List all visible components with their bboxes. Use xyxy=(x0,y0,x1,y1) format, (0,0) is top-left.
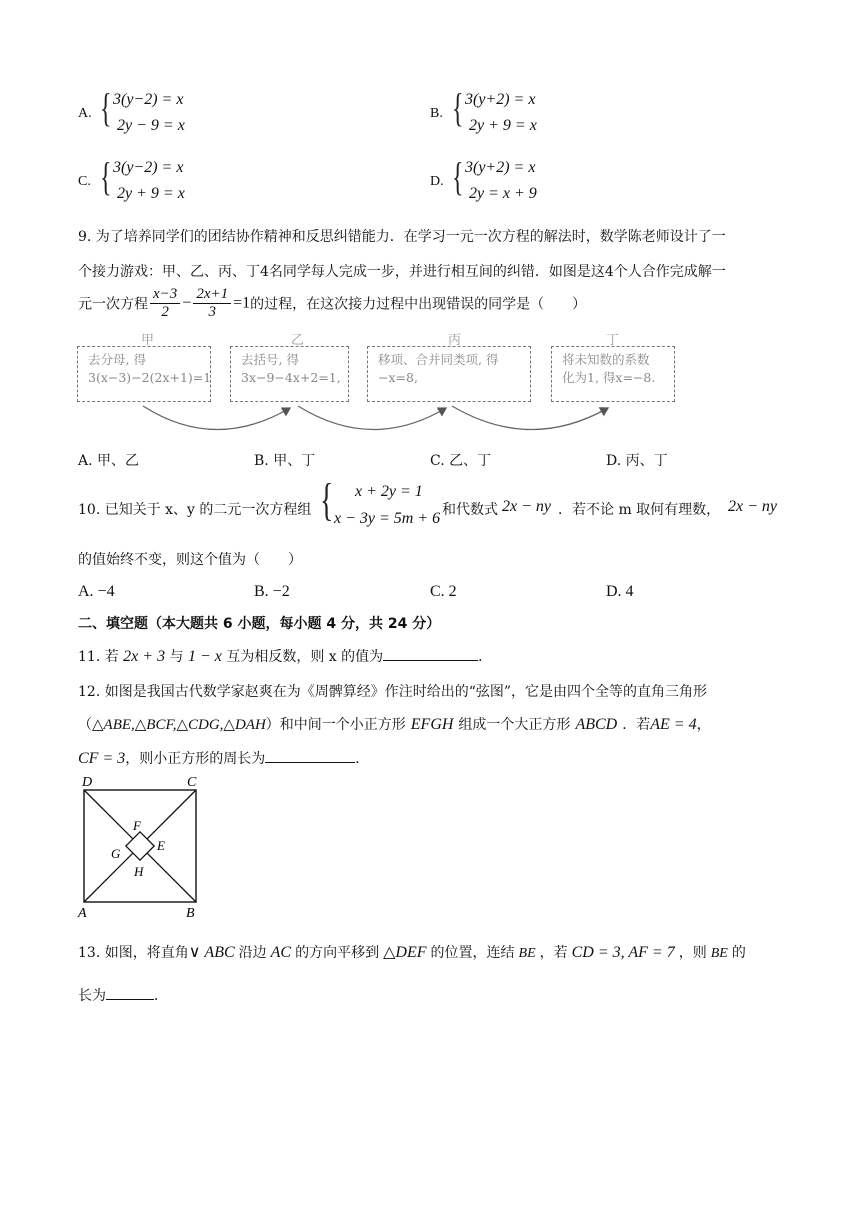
option-d: D. 4 xyxy=(606,583,634,600)
minus-sign: − xyxy=(182,294,192,312)
q9-line1: 9. 为了培养同学们的团结协作精神和反思纠错能力．在学习一元一次方程的解法时，数学陈老师设计了一 xyxy=(78,229,726,245)
segment-be: BE xyxy=(518,946,536,961)
q12-line1: 12. 如图是我国古代数学家赵爽在为《周髀算经》作注时给出的“弦图”，它是由四个全等的直角三角形 xyxy=(78,684,708,700)
section-heading: 二、填空题（本大题共 6 小题，每小题 4 分，共 24 分） xyxy=(78,616,441,632)
equation: x + 2y = 1 xyxy=(355,483,423,500)
q10-pre: 10. 已知关于 x、y 的二元一次方程组 xyxy=(78,502,312,518)
step-text: 去括号, 得 xyxy=(241,352,299,367)
q12-line2: （△ABE,△BCF,△CDG,△DAH）和中间一个小正方形 EFGH 组成一个大正方形 ABCD ．若AE = 4， xyxy=(78,716,711,733)
equation: 3(y+2) = x xyxy=(465,91,536,108)
label-a: A xyxy=(78,906,87,921)
q13-text: 的 xyxy=(731,945,746,961)
equation: 3(y−2) = x xyxy=(113,159,184,176)
option-label: C. xyxy=(78,174,91,189)
step-text: 将未知数的系数 xyxy=(562,352,650,367)
question-11 xyxy=(78,646,492,666)
step-title: 丙 xyxy=(448,333,462,348)
q13-end: ． xyxy=(154,988,168,1004)
label-g: G xyxy=(111,846,121,861)
cf-value: CF = 3 xyxy=(78,750,126,767)
brace-icon: { xyxy=(452,154,464,199)
arrow-3 xyxy=(452,406,608,430)
label-c: C xyxy=(187,775,197,790)
q13-text: ，则 xyxy=(678,945,707,961)
q12-text: ）和中间一个小正方形 xyxy=(265,717,406,733)
equation-rhs: =1 xyxy=(233,294,251,312)
label-f: F xyxy=(133,818,141,833)
step-title: 乙 xyxy=(291,333,305,348)
conditions: CD = 3, AF = 7 xyxy=(571,944,675,961)
equation: 2y − 9 = x xyxy=(117,117,185,134)
denominator: 2 xyxy=(161,304,169,320)
option-b: B. 甲、丁 xyxy=(254,453,316,469)
q12-end: ． xyxy=(355,751,370,767)
q10-mid: 和代数式 xyxy=(442,502,498,518)
answer-blank[interactable] xyxy=(106,985,154,1000)
equation: x − 3y = 5m + 6 xyxy=(334,510,441,527)
q13-text: 沿边 xyxy=(238,945,267,961)
q13-text: 的位置，连结 xyxy=(430,945,515,961)
q10-line2: 的值始终不变，则这个值为（ ） xyxy=(78,552,302,568)
step-text: 3x−9−4x+2=1, xyxy=(241,370,341,385)
q13-line2 xyxy=(78,985,168,1005)
equation: 2y + 9 = x xyxy=(117,185,185,202)
step-text: 移项、合并同类项, 得 xyxy=(378,352,499,367)
numerator: x−3 xyxy=(150,286,180,304)
q12-line3 xyxy=(78,748,369,768)
q9-line3-pre: 元一次方程 xyxy=(78,296,148,313)
triangles: △ABE,△BCF,△CDG,△DAH xyxy=(92,717,266,733)
q11-pre: 11. 若 xyxy=(78,649,119,665)
triangle-def: △DEF xyxy=(383,944,427,961)
q13-text: 的方向平移到 xyxy=(295,945,380,961)
relay-arrows xyxy=(0,0,860,460)
option-label: A. xyxy=(78,106,92,121)
q12-text: ．若 xyxy=(622,717,651,733)
step-title: 丁 xyxy=(606,333,620,348)
expression: 2x − ny xyxy=(728,498,777,515)
q11-end: ． xyxy=(478,649,493,665)
denominator: 3 xyxy=(208,304,216,320)
answer-blank[interactable] xyxy=(383,646,478,661)
equation: 2y = x + 9 xyxy=(469,185,537,202)
brace-icon: { xyxy=(320,474,334,525)
paren: （ xyxy=(78,717,92,733)
option-label: D. xyxy=(430,174,444,189)
option-b: B. −2 xyxy=(254,583,290,600)
label-b: B xyxy=(186,906,195,921)
q9-line2: 个接力游戏：甲、乙、丙、丁4名同学每人完成一步，并进行相互间的纠错．如图是这4个人合作完成解一 xyxy=(78,264,726,280)
option-d: D. 丙、丁 xyxy=(606,453,668,469)
efgh: EFGH xyxy=(410,716,454,733)
q12-text: ，则小正方形的周长为 xyxy=(125,751,266,767)
q11-mid: 与 xyxy=(169,649,184,665)
numerator: 2x+1 xyxy=(193,286,231,304)
equation: 2y + 9 = x xyxy=(469,117,537,134)
option-a: A. 甲、乙 xyxy=(78,453,140,469)
q13-text: 长为 xyxy=(78,988,106,1004)
abcd: ABCD xyxy=(575,716,618,733)
option-label: B. xyxy=(430,106,443,121)
q13-text: 13. 如图，将直角 xyxy=(78,945,189,961)
ae-value: AE = 4 xyxy=(650,716,697,733)
brace-icon: { xyxy=(452,85,464,130)
step-title: 甲 xyxy=(141,333,155,348)
q10-post: ．若不论 m 取何有理数， xyxy=(558,502,721,518)
expression: 2x + 3 xyxy=(123,648,166,665)
option-c: C. 乙、丁 xyxy=(430,453,492,469)
q12-text: 组成一个大正方形 xyxy=(458,717,571,733)
option-c: C. 2 xyxy=(430,583,457,600)
option-a: A. −4 xyxy=(78,583,115,600)
brace-icon: { xyxy=(100,154,112,199)
triangle-abc: ∨ ABC xyxy=(188,944,235,961)
equation: 3(y−2) = x xyxy=(113,91,184,108)
segment-be: BE xyxy=(710,946,728,961)
step-text: 化为1, 得x=−8. xyxy=(562,370,656,385)
side-ac: AC xyxy=(270,944,292,961)
brace-icon: { xyxy=(100,85,112,130)
expression: 1 − x xyxy=(187,648,222,665)
arrow-1 xyxy=(143,406,290,430)
equation: 3(y+2) = x xyxy=(465,159,536,176)
q9-line3-post: 的过程，在这次接力过程中出现错误的同学是（ ） xyxy=(250,296,587,313)
arrow-2 xyxy=(298,406,446,430)
step-text: 3(x−3)−2(2x+1)=1 xyxy=(88,370,212,385)
q13-line1 xyxy=(78,942,746,962)
label-h: H xyxy=(134,864,144,879)
label-d: D xyxy=(82,775,93,790)
step-text: −x=8, xyxy=(378,370,418,385)
q11-post: 互为相反数，则 x 的值为 xyxy=(226,649,384,665)
answer-blank[interactable] xyxy=(265,748,355,763)
q13-text: ，若 xyxy=(539,945,568,961)
label-e: E xyxy=(157,838,165,853)
step-text: 去分母, 得 xyxy=(88,352,146,367)
expression: 2x − ny xyxy=(502,498,551,515)
xian-diagram xyxy=(70,770,220,925)
